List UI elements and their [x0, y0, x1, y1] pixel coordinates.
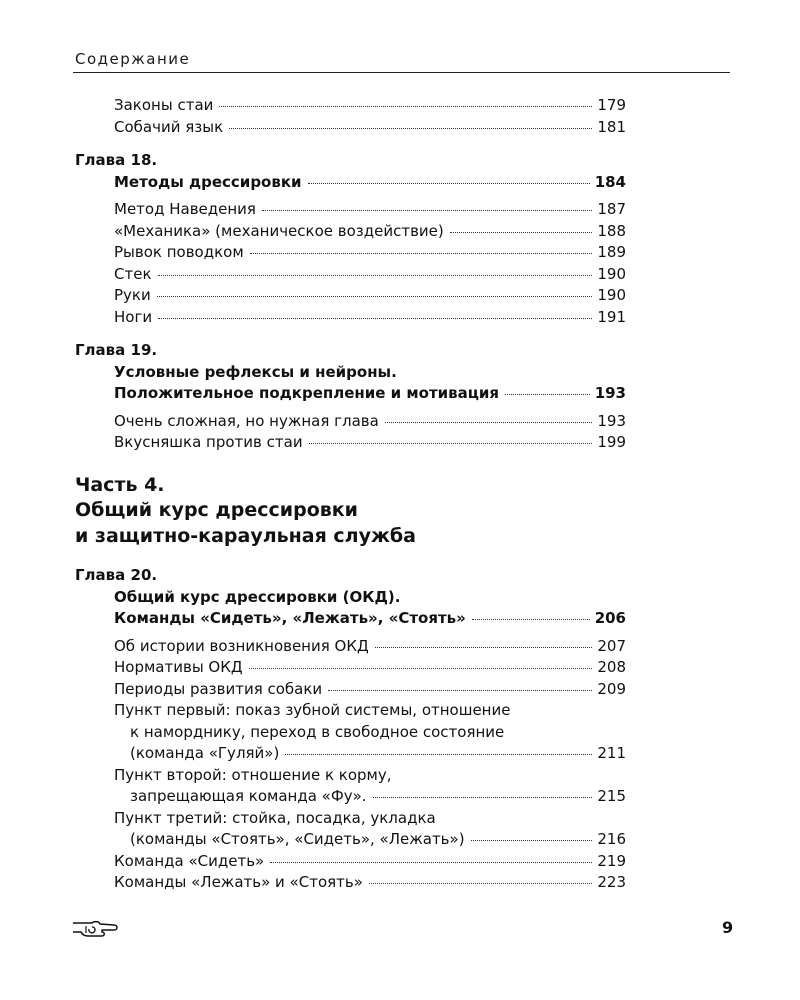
toc-entry-title: Очень сложная, но нужная глава [114, 411, 379, 430]
dot-leader [229, 128, 592, 129]
chapter-heading-page: 206 [594, 609, 626, 627]
chapter-heading-title: Положительное подкрепление и мотивация [114, 384, 500, 402]
pointing-hand-icon [72, 918, 118, 944]
dot-leader [308, 183, 590, 184]
toc-entry-title: Законы стаи [114, 96, 214, 114]
toc-entry-page: 189 [597, 243, 626, 261]
part-heading-line: Часть 4. [75, 473, 165, 496]
toc-entry-page: 209 [597, 679, 626, 698]
toc-entry-title: Команды «Лежать» и «Стоять» [114, 873, 363, 891]
chapter-heading-line: Общий курс дрессировки (ОКД). [114, 587, 401, 606]
toc-entry-title: запрещающая команда «Фу». [130, 787, 367, 805]
toc-entry-page: 215 [597, 787, 626, 805]
toc-entry-title: Собачий язык [114, 117, 224, 136]
toc-entry-page: 188 [597, 221, 626, 240]
toc-entry-page: 181 [597, 117, 626, 136]
chapter-heading[interactable] [114, 172, 626, 194]
dot-leader [472, 619, 590, 620]
dot-leader [157, 296, 593, 297]
toc-entry[interactable] [114, 786, 626, 808]
toc-entry-page: 199 [597, 433, 626, 451]
page-number: 9 [722, 918, 734, 937]
toc-entry[interactable] [114, 679, 626, 701]
dot-leader [262, 210, 592, 211]
chapter-label: Глава 18. [75, 151, 158, 169]
toc-entry-title: Нормативы ОКД [114, 658, 243, 676]
toc-entry[interactable] [114, 743, 626, 765]
toc-entry-title: Стек [114, 264, 152, 283]
toc-entry-page: 191 [597, 307, 626, 326]
toc-entry-page: 190 [597, 264, 626, 283]
dot-leader [249, 668, 593, 669]
toc-entry-title: Руки [114, 286, 151, 304]
dot-leader [369, 883, 592, 884]
chapter-heading[interactable] [114, 608, 626, 630]
toc-entry[interactable] [114, 872, 626, 894]
toc-entry[interactable] [114, 307, 626, 329]
toc-entry[interactable] [114, 851, 626, 873]
dot-leader [219, 106, 592, 107]
toc-entry-page: 179 [597, 96, 626, 114]
part-heading-line: и защитно-караульная служба [75, 524, 416, 547]
dot-leader [309, 443, 593, 444]
toc-entry-title: Метод Наведения [114, 200, 256, 218]
toc-entry-title: Вкусняшка против стаи [114, 433, 303, 451]
toc-entry-page: 187 [597, 200, 626, 218]
toc-entry[interactable] [114, 242, 626, 264]
chapter-heading-line: Условные рефлексы и нейроны. [114, 362, 397, 381]
toc-entry-line: Пункт первый: показ зубной системы, отношение [114, 701, 511, 719]
toc-entry-page: 223 [597, 873, 626, 891]
toc-entry-title: Об истории возникновения ОКД [114, 636, 369, 655]
chapter-heading-title: Методы дрессировки [114, 172, 302, 191]
toc-entry-title: «Механика» (механическое воздействие) [114, 221, 444, 240]
dot-leader [270, 862, 592, 863]
toc-entry-title: Периоды развития собаки [114, 679, 323, 698]
toc-entry-page: 219 [597, 851, 626, 870]
toc-entry[interactable] [114, 264, 626, 286]
chapter-heading-page: 184 [594, 172, 626, 191]
chapter-heading-title: Команды «Сидеть», «Лежать», «Стоять» [114, 609, 466, 627]
dot-leader [385, 422, 593, 423]
header-divider [73, 72, 730, 73]
toc-entry[interactable] [114, 432, 626, 454]
toc-entry-line: Пункт третий: стойка, посадка, укладка [114, 808, 436, 827]
toc-entry-page: 193 [597, 411, 626, 430]
dot-leader [158, 275, 593, 276]
running-header: Содержание [75, 50, 191, 68]
toc-entry-page: 190 [597, 286, 626, 304]
toc-entry[interactable] [114, 636, 626, 658]
toc-entry-title: Рывок поводком [114, 243, 244, 261]
toc-entry[interactable] [114, 829, 626, 851]
toc-entry-title: Ноги [114, 307, 153, 326]
dot-leader [285, 754, 592, 755]
chapter-label: Глава 19. [75, 341, 158, 359]
toc-entry-page: 211 [597, 744, 626, 762]
toc-entry-title: (команды «Стоять», «Сидеть», «Лежать») [130, 830, 465, 848]
dot-leader [505, 394, 590, 395]
table-of-contents [75, 95, 626, 894]
chapter-heading-page: 193 [594, 384, 626, 402]
toc-entry[interactable] [114, 221, 626, 243]
dot-leader [373, 797, 593, 798]
dot-leader [328, 690, 592, 691]
toc-entry[interactable] [114, 95, 626, 117]
dot-leader [471, 840, 593, 841]
toc-entry[interactable] [114, 411, 626, 433]
toc-entry-title: (команда «Гуляй») [130, 744, 280, 762]
part-heading-line: Общий курс дрессировки [75, 499, 358, 521]
chapter-heading[interactable] [114, 383, 626, 405]
toc-entry-page: 216 [597, 830, 626, 848]
toc-entry-title: Команда «Сидеть» [114, 851, 265, 870]
toc-entry-page: 208 [597, 658, 626, 676]
toc-entry[interactable] [114, 285, 626, 307]
dot-leader [450, 232, 593, 233]
dot-leader [158, 318, 592, 319]
dot-leader [250, 253, 593, 254]
toc-entry-page: 207 [597, 636, 626, 655]
toc-entry[interactable] [114, 199, 626, 221]
part-heading [75, 473, 626, 550]
dot-leader [375, 647, 593, 648]
toc-entry[interactable] [114, 117, 626, 139]
chapter-label: Глава 20. [75, 566, 158, 584]
toc-entry[interactable] [114, 657, 626, 679]
toc-entry-line: к наморднику, переход в свободное состояние [130, 722, 505, 741]
toc-entry-line: Пункт второй: отношение к корму, [114, 765, 392, 784]
